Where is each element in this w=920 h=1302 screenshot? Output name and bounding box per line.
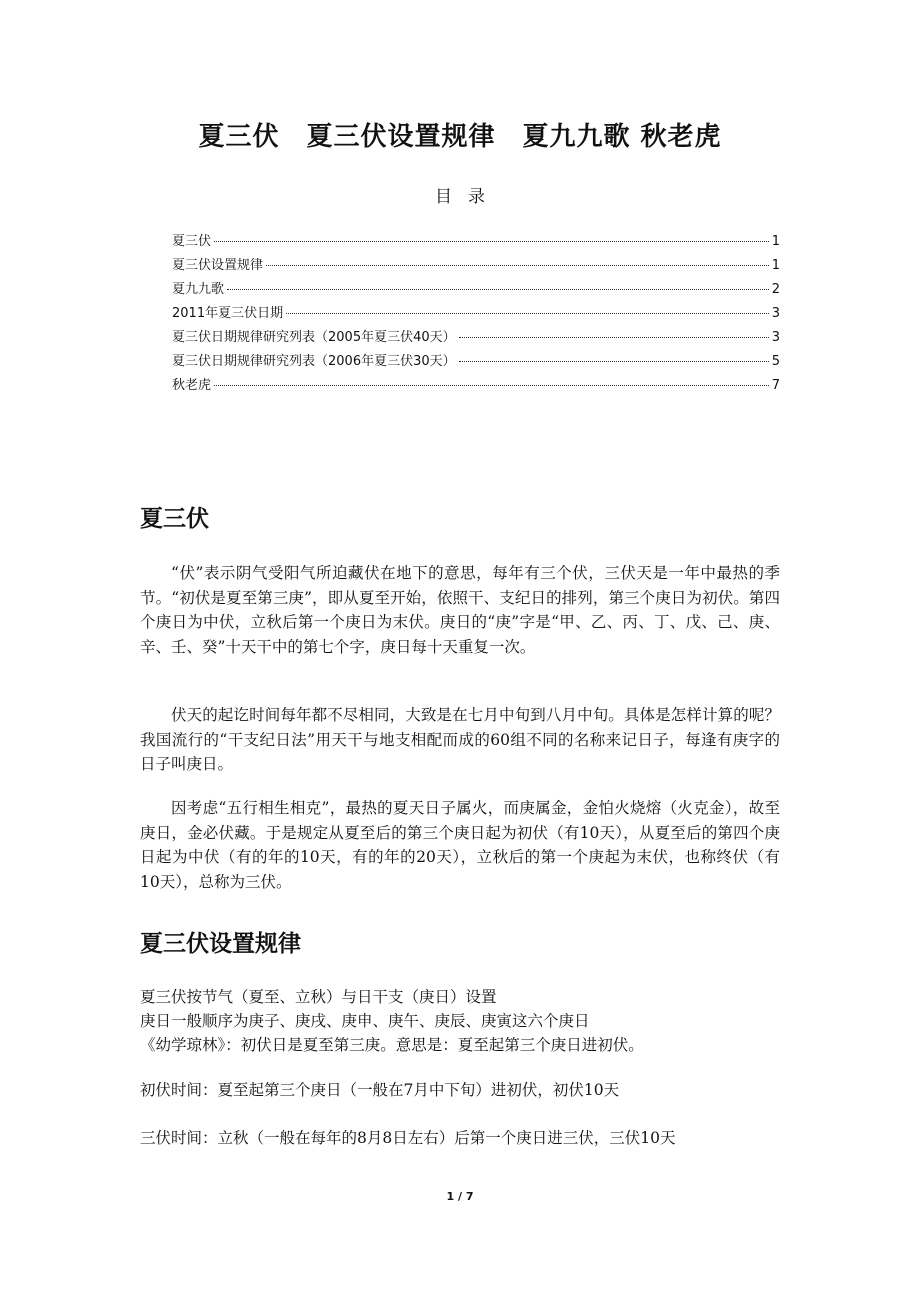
toc-leader-dots (459, 337, 769, 338)
toc-entry-page: 3 (771, 306, 780, 321)
toc-leader-dots (214, 385, 769, 386)
toc-heading: 目录 (435, 187, 501, 207)
toc-leader-dots (286, 313, 769, 314)
toc-entry-page: 5 (771, 354, 780, 369)
toc-entry[interactable] (172, 326, 780, 350)
document-title: 夏三伏 夏三伏设置规律 夏九九歌 秋老虎 (198, 122, 722, 152)
toc-entry-label: 夏三伏设置规律 (172, 258, 264, 273)
toc-entry[interactable] (172, 254, 780, 278)
toc-leader-dots (214, 241, 769, 242)
body-line: 《幼学琼林》：初伏日是夏至第三庚。意思是：夏至起第三个庚日进初伏。 (140, 1036, 644, 1054)
body-paragraph: 伏天的起讫时间每年都不尽相同，大致是在七月中旬到八月中旬。具体是怎样计算的呢？我国流行的“干支纪日法”用天干与地支相配而成的60组不同的名称来记日子，每逢有庚字的日子叫庚日。 (140, 706, 780, 773)
body-line: 夏三伏按节气（夏至、立秋）与日干支（庚日）设置 (140, 988, 497, 1006)
toc-leader-dots (459, 361, 769, 362)
toc-entry[interactable] (172, 278, 780, 302)
toc-entry-label: 夏三伏日期规律研究列表（2005年夏三伏40天） (172, 330, 456, 345)
section-heading: 夏三伏 (140, 506, 209, 532)
toc-entry-label: 夏三伏 (172, 234, 212, 249)
toc-leader-dots (266, 265, 769, 266)
body-paragraph: 因考虑“五行相生相克”，最热的夏天日子属火，而庚属金，金怕火烧熔（火克金），故至庚日，金必伏藏。于是规定从夏至后的第三个庚日起为初伏（有10天），从夏至后的第四个庚日起为中伏（有的年的10天，有的年的20天），立秋后的第一个庚起为末伏，也称终伏（有10天），总称为三伏。 (140, 799, 780, 891)
body-paragraph: “伏”表示阴气受阳气所迫藏伏在地下的意思，每年有三个伏，三伏天是一年中最热的季节。“初伏是夏至第三庚”，即从夏至开始，依照干、支纪日的排列，第三个庚日为初伏。第四个庚日为中伏，立秋后第一个庚日为末伏。庚日的“庚”字是“甲、乙、丙、丁、戊、己、庚、辛、壬、癸”十天干中的第七个字，庚日每十天重复一次。 (140, 564, 780, 656)
toc-entry-page: 1 (771, 258, 780, 273)
page-number: 1 / 7 (446, 1190, 474, 1203)
section-heading: 夏三伏设置规律 (140, 931, 301, 957)
toc-entry[interactable] (172, 374, 780, 398)
toc-entry[interactable] (172, 230, 780, 254)
toc-entry-page: 7 (771, 378, 780, 393)
toc-entry-label: 秋老虎 (172, 378, 212, 393)
toc-entry-label: 夏九九歌 (172, 282, 225, 297)
toc-entry[interactable] (172, 302, 780, 326)
toc-leader-dots (227, 289, 769, 290)
toc-entry-page: 2 (771, 282, 780, 297)
body-line: 三伏时间：立秋（一般在每年的8月8日左右）后第一个庚日进三伏，三伏10天 (140, 1129, 676, 1147)
body-line: 初伏时间：夏至起第三个庚日（一般在7月中下旬）进初伏，初伏10天 (140, 1081, 620, 1099)
body-line: 庚日一般顺序为庚子、庚戌、庚申、庚午、庚辰、庚寅这六个庚日 (140, 1012, 590, 1030)
toc-entry-page: 1 (771, 234, 780, 249)
toc-entry-page: 3 (771, 330, 780, 345)
toc-entry-label: 2011年夏三伏日期 (172, 306, 284, 321)
table-of-contents (172, 230, 780, 398)
toc-entry[interactable] (172, 350, 780, 374)
toc-entry-label: 夏三伏日期规律研究列表（2006年夏三伏30天） (172, 354, 456, 369)
